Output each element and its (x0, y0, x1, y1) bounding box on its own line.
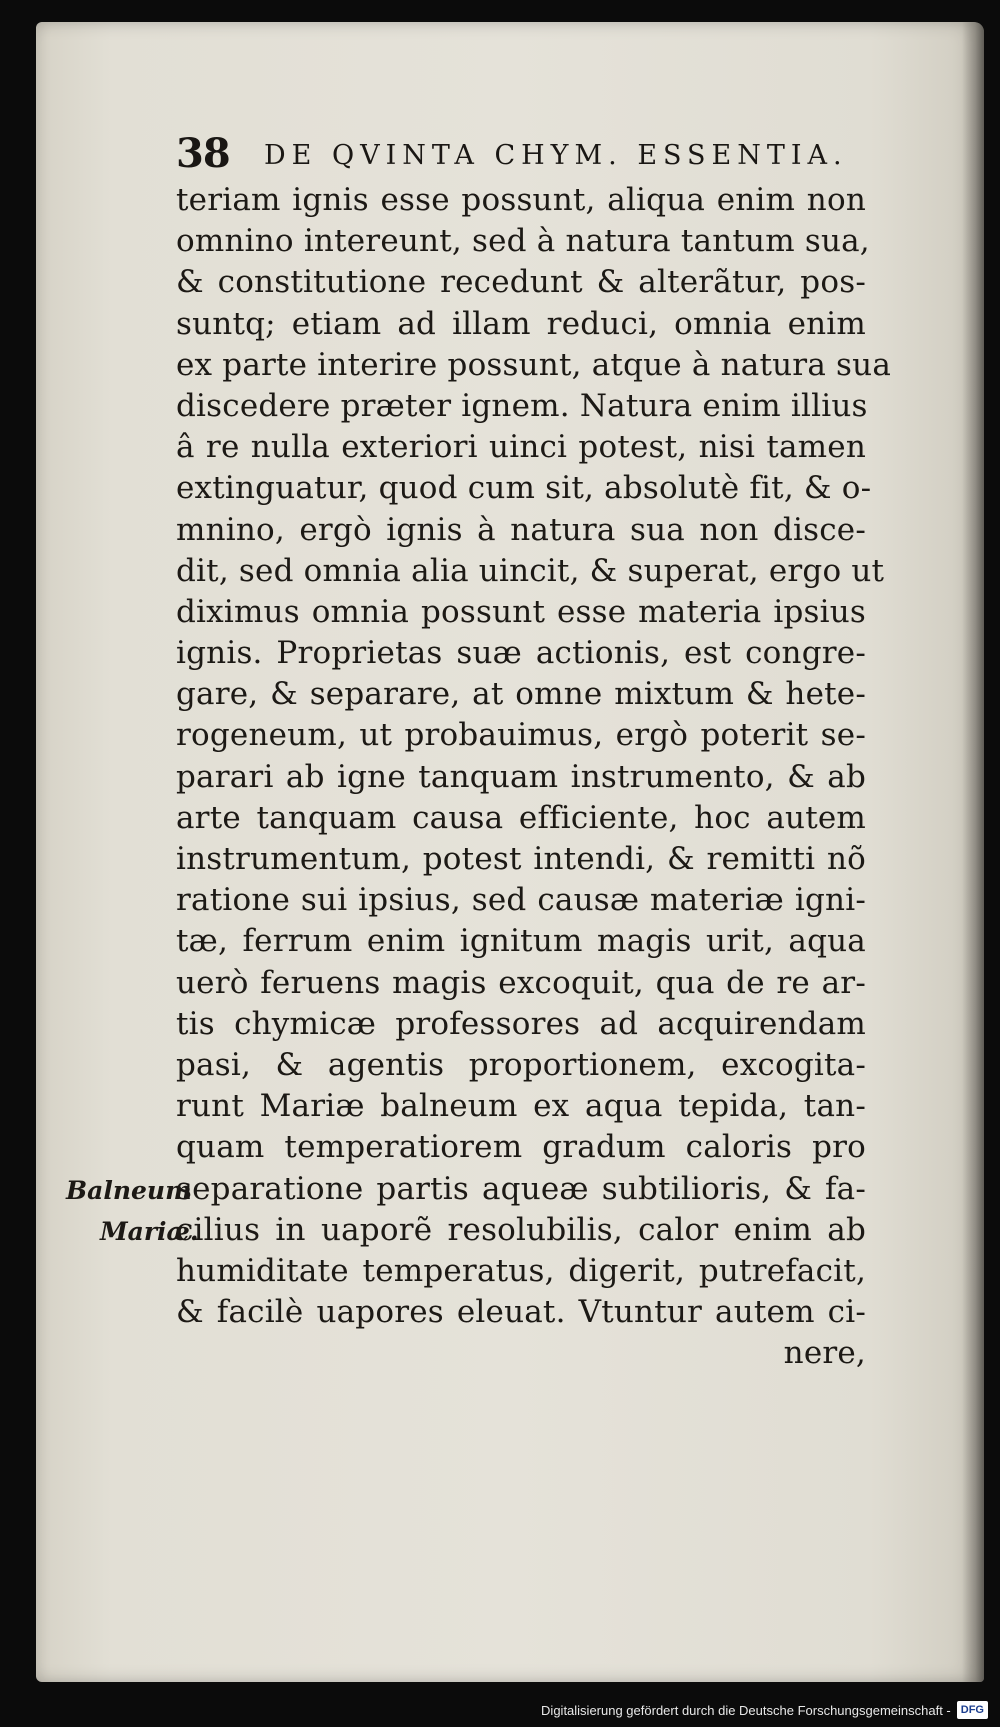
text-line: & constitutione recedunt & alterãtur, pos- (176, 264, 866, 301)
text-line: mnino, ergò ignis à natura sua non disce- (176, 511, 866, 548)
credit-text: Digitalisierung gefördert durch die Deutsche Forschungsgemeinschaft - (541, 1702, 951, 1718)
text-line: suntq; etiam ad illam reduci, omnia enim (176, 305, 866, 342)
text-line-catchword: nere, (783, 1335, 866, 1372)
text-line: â re nulla exteriori uinci potest, nisi tamen (176, 429, 866, 466)
text-line: uerò feruens magis excoquit, qua de re ar- (176, 964, 866, 1001)
text-line: runt Mariæ balneum ex aqua tepida, tan- (176, 1088, 866, 1125)
text-line: tæ, ferrum enim ignitum magis urit, aqua (176, 923, 866, 960)
body-text (176, 180, 892, 1374)
dfg-logo: DFG (957, 1701, 988, 1719)
text-line: separatione partis aqueæ subtilioris, & fa- (176, 1170, 866, 1207)
text-line: gare, & separare, at omne mixtum & hete- (176, 676, 866, 713)
text-line: ignis. Proprietas suæ actionis, est congre- (176, 635, 866, 672)
text-line: arte tanquam causa efficiente, hoc autem (176, 799, 866, 836)
text-line: & facilè uapores eleuat. Vtuntur autem ci- (176, 1294, 866, 1331)
page-number: 38 (176, 130, 230, 177)
text-line: extinguatur, quod cum sit, absolutè fit, & o- (176, 470, 872, 507)
text-line: ratione sui ipsius, sed causæ materiæ igni- (176, 882, 866, 919)
page-edge-shadow (962, 22, 984, 1682)
text-line: diximus omnia possunt esse materia ipsius (176, 593, 866, 630)
text-line: parari ab igne tanquam instrumento, & ab (176, 758, 866, 795)
text-line: omnino intereunt, sed à natura tantum sua, (176, 223, 870, 260)
text-line: cilius in uaporẽ resolubilis, calor enim ab (176, 1211, 866, 1248)
text-line: humiditate temperatus, digerit, putrefacit, (176, 1252, 866, 1289)
text-line: quam temperatiorem gradum caloris pro (176, 1129, 866, 1166)
text-line: pasi, & agentis proportionem, excogita- (176, 1046, 866, 1083)
digitization-credit (541, 1699, 988, 1721)
text-line: rogeneum, ut probauimus, ergò poterit se- (176, 717, 866, 754)
page-header (176, 130, 876, 180)
margin-note: Balneum (66, 1176, 192, 1205)
text-line: discedere præter ignem. Natura enim illius (176, 387, 868, 424)
text-line: teriam ignis esse possunt, aliqua enim non (176, 182, 866, 218)
text-line: tis chymicæ professores ad acquirendam (176, 1005, 866, 1042)
text-line: dit, sed omnia alia uincit, & superat, ergo ut (176, 552, 885, 589)
text-line: instrumentum, potest intendi, & remitti nõ (176, 841, 866, 877)
text-line: ex parte interire possunt, atque à natura sua (176, 346, 892, 383)
running-head: DE QVINTA CHYM. ESSENTIA. (264, 140, 848, 171)
margin-note: Mariæ. (100, 1217, 199, 1246)
